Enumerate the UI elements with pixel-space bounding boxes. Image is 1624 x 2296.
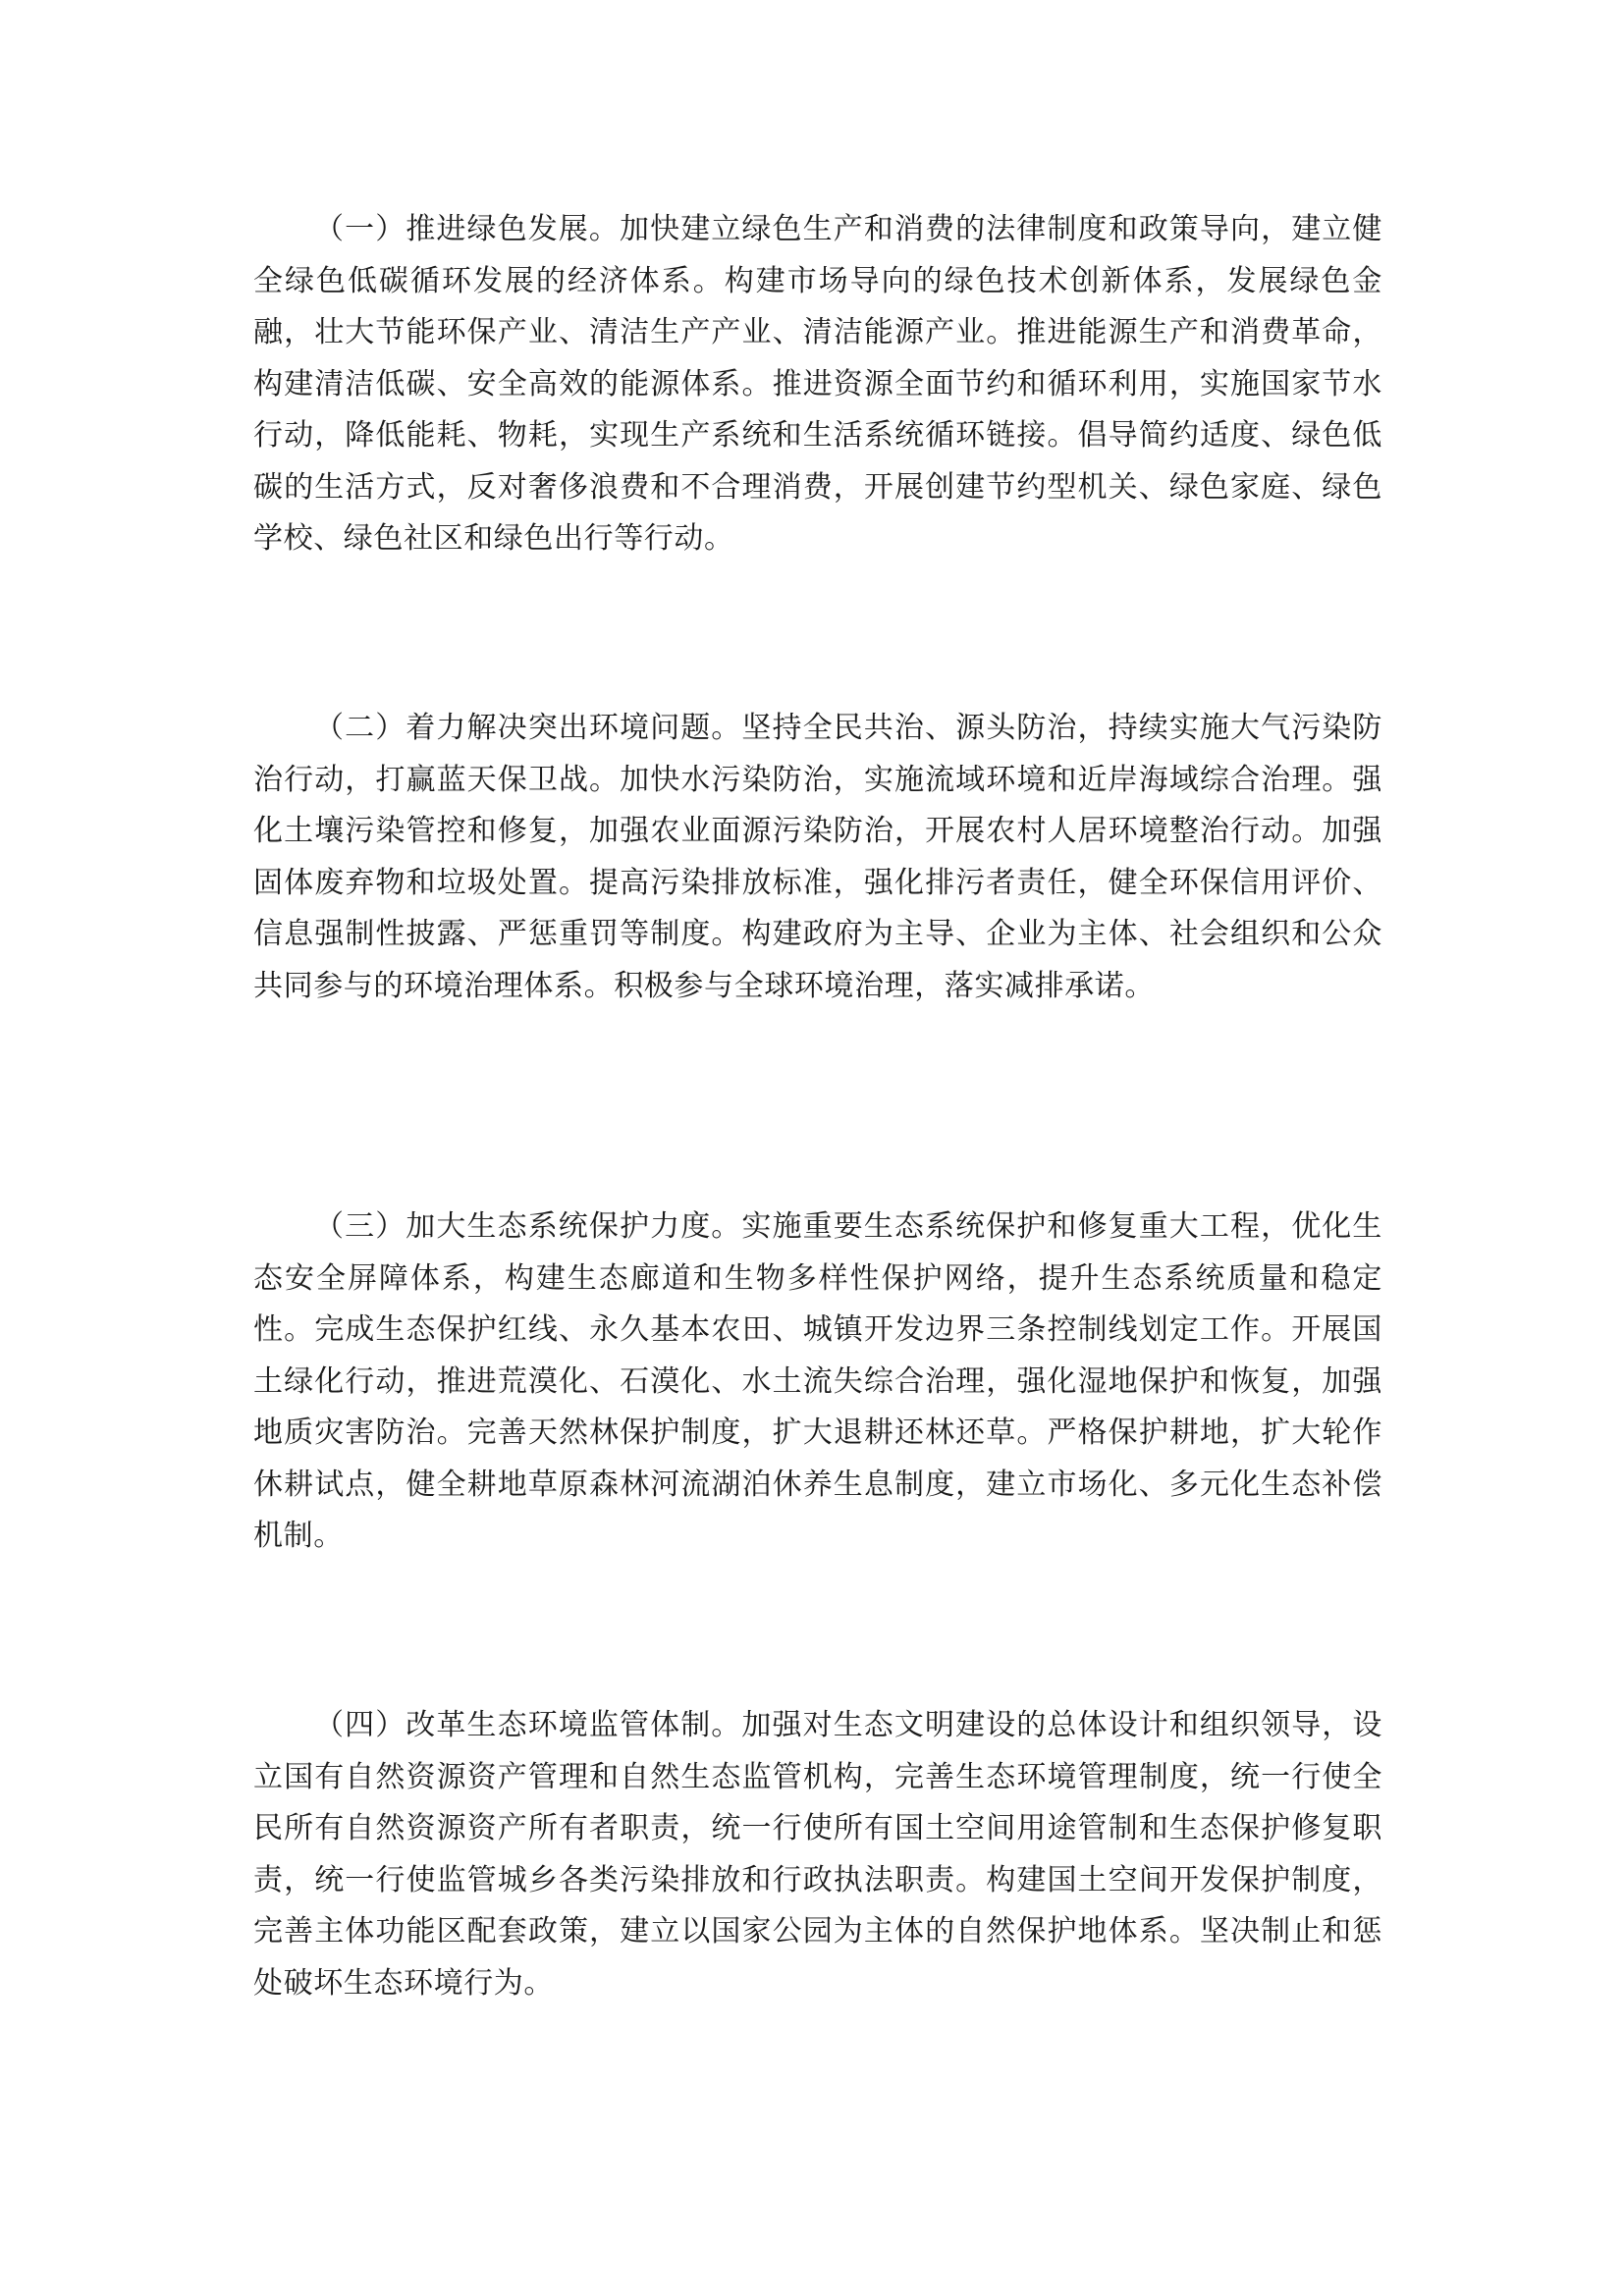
paragraph-green-development: （一）推进绿色发展。加快建立绿色生产和消费的法律制度和政策导向，建立健全绿色低碳循环发展的经济体系。构建市场导向的绿色技术创新体系，发展绿色金融，壮大节能环保产业、清洁生产产业、清洁能源产业。推进能源生产和消费革命，构建清洁低碳、安全高效的能源体系。推进资源全面节约和循环利用，实施国家节水行动，降低能耗、物耗，实现生产系统和生活系统循环链接。倡导简约适度、绿色低碳的生活方式，反对奢侈浪费和不合理消费，开展创建节约型机关、绿色家庭、绿色学校、绿色社区和绿色出行等行动。	[253, 212, 1382, 556]
paragraph-environmental-problems: （二）着力解决突出环境问题。坚持全民共治、源头防治，持续实施大气污染防治行动，打赢蓝天保卫战。加快水污染防治，实施流域环境和近岸海域综合治理。强化土壤污染管控和修复，加强农业面源污染防治，开展农村人居环境整治行动。加强固体废弃物和垃圾处置。提高污染排放标准，强化排污者责任，健全环保信用评价、信息强制性披露、严惩重罚等制度。构建政府为主导、企业为主体、社会组织和公众共同参与的环境治理体系。积极参与全球环境治理，落实减排承诺。	[253, 711, 1382, 1003]
paragraph-ecosystem-protection: （三）加大生态系统保护力度。实施重要生态系统保护和修复重大工程，优化生态安全屏障体系，构建生态廊道和生物多样性保护网络，提升生态系统质量和稳定性。完成生态保护红线、永久基本农田、城镇开发边界三条控制线划定工作。开展国土绿化行动，推进荒漠化、石漠化、水土流失综合治理，强化湿地保护和恢复，加强地质灾害防治。完善天然林保护制度，扩大退耕还林还草。严格保护耕地，扩大轮作休耕试点，健全耕地草原森林河流湖泊休养生息制度，建立市场化、多元化生态补偿机制。	[253, 1209, 1382, 1553]
paragraph-regulatory-reform: （四）改革生态环境监管体制。加强对生态文明建设的总体设计和组织领导，设立国有自然资源资产管理和自然生态监管机构，完善生态环境管理制度，统一行使全民所有自然资源资产所有者职责，统一行使所有国土空间用途管制和生态保护修复职责，统一行使监管城乡各类污染排放和行政执法职责。构建国土空间开发保护制度，完善主体功能区配套政策，建立以国家公园为主体的自然保护地体系。坚决制止和惩处破坏生态环境行为。	[253, 1708, 1382, 2001]
